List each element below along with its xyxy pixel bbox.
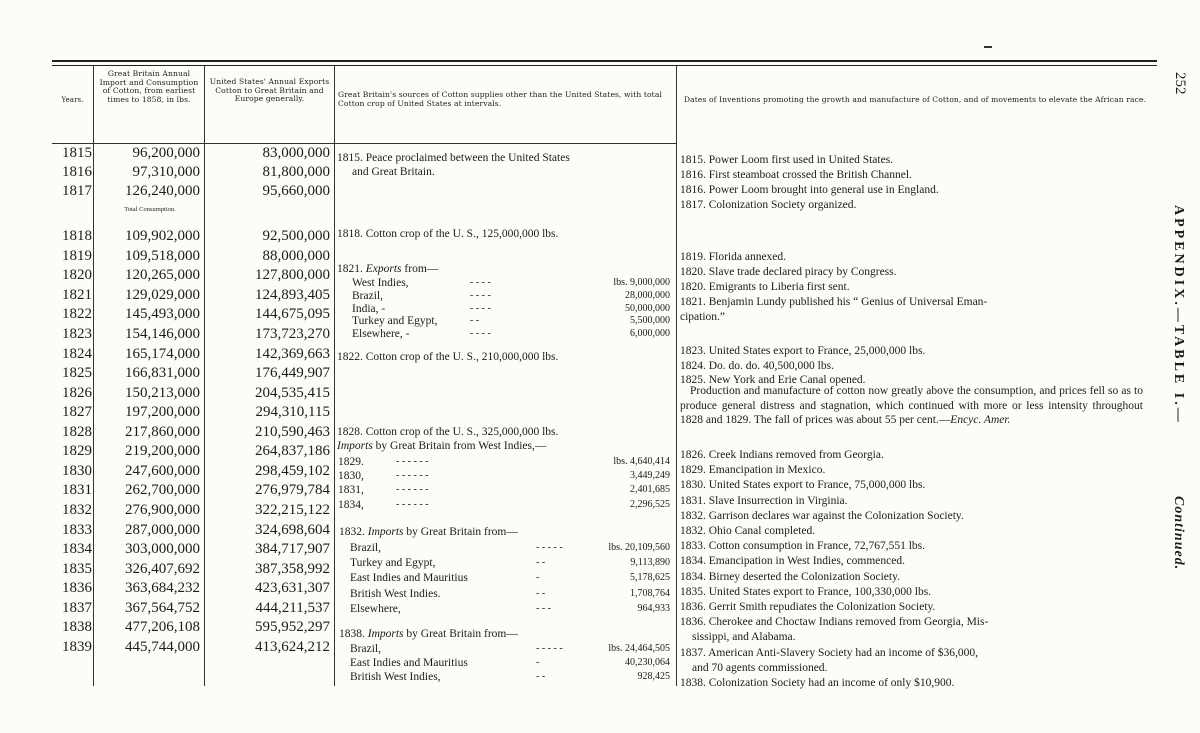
row-year: 1826 [62, 385, 92, 401]
inventions-line: 1837. American Anti-Slavery Society had an income of $36,000, [680, 646, 978, 659]
header-sources: Great Britain's sources of Cotton supplies other than the United States, with total Cotton crop of United States at intervals. [338, 90, 662, 108]
row-gb-consumption: 165,174,000 [125, 346, 200, 362]
sources-1838-item-value: 928,425 [637, 671, 670, 683]
sources-1838-item-dashes: - - - - - [536, 643, 563, 654]
inventions-paragraph-text: Production and manufacture of cotton now greatly above the consumption, and prices fell so as to produce general distress and stagnation, which continued with more or less intensity throughout 1828 and 1829. The fall of prices was about 55 per cent.— [680, 385, 1143, 427]
sources-1832-item-name: Elsewhere, [350, 602, 401, 615]
sources-1832-item-dashes: - - - - - [536, 542, 563, 553]
row-gb-consumption: 197,200,000 [125, 404, 200, 420]
header-years: Years. [61, 96, 84, 104]
sources-1828-imports-rest: by Great Britain from West Indies,— [375, 440, 547, 452]
row-year: 1828 [62, 424, 92, 440]
row-gb-consumption: 96,200,000 [132, 145, 200, 161]
sources-1832-item-name: British West Indies. [350, 587, 441, 600]
sources-1821-item-value: 5,500,000 [630, 315, 670, 327]
inventions-line: 1838. Colonization Society had an income of only $10,900. [680, 677, 955, 689]
sources-1828-item-value: lbs. 4,640,414 [613, 456, 670, 467]
row-gb-consumption: 363,684,232 [125, 580, 200, 596]
row-gb-consumption: 219,200,000 [125, 443, 200, 459]
inventions-line: 1836. Cherokee and Choctaw Indians removed from Georgia, Mis- [680, 616, 989, 629]
top-rule-thick [52, 60, 1157, 62]
sources-1838-item-value: 40,230,064 [625, 657, 670, 669]
sources-1832-item-value: 964,933 [637, 602, 670, 614]
row-us-exports: 444,211,537 [255, 600, 330, 616]
row-gb-consumption: 126,240,000 [125, 183, 200, 199]
page-number: 252 [1172, 72, 1188, 95]
sources-1828-item-dashes: - - - - - - [396, 456, 429, 467]
sources-1821-exports: Exports [365, 263, 402, 275]
sources-1838-item-value: lbs. 24,464,505 [608, 643, 670, 654]
row-year: 1819 [62, 248, 92, 264]
sources-1822: 1822. Cotton crop of the U. S., 210,000,000 lbs. [337, 351, 559, 363]
inventions-line: 1834. Birney deserted the Colonization Society. [680, 570, 900, 583]
row-gb-consumption: 129,029,000 [125, 287, 200, 303]
sources-1832-rest: by Great Britain from— [406, 526, 518, 538]
sources-1832-item-dashes: - [536, 572, 540, 584]
inventions-line: 1825. New York and Erie Canal opened. [680, 374, 866, 386]
sources-1821-item-name: Brazil, [352, 289, 383, 302]
row-gb-consumption: 145,493,000 [125, 306, 200, 322]
row-gb-consumption: 262,700,000 [125, 482, 200, 498]
row-us-exports: 294,310,115 [255, 404, 330, 420]
header-inventions: Dates of Inventions promoting the growth and manufacture of Cotton, and of movements to elevate the African race. [683, 95, 1147, 104]
sources-1828-item-value: 3,449,249 [630, 470, 670, 482]
sources-1832-item-dashes: - - [536, 587, 546, 599]
row-us-exports: 264,837,186 [255, 443, 330, 459]
row-gb-consumption: 367,564,752 [125, 600, 200, 616]
row-year: 1832 [62, 502, 92, 518]
row-gb-consumption: 97,310,000 [132, 164, 200, 180]
sources-1828-item-dashes: - - - - - - [396, 484, 429, 496]
row-gb-consumption: 217,860,000 [125, 424, 200, 440]
sources-1838-heading [339, 627, 518, 641]
sources-1815-line2: and Great Britain. [352, 166, 435, 178]
sources-1828-item-dashes: - - - - - - [396, 498, 429, 510]
inventions-line: 1836. Gerrit Smith repudiates the Colonization Society. [680, 601, 936, 613]
row-gb-consumption: 477,206,108 [125, 619, 200, 635]
row-gb-consumption: 326,407,692 [125, 561, 200, 577]
sources-1828: 1828. Cotton crop of the U. S., 325,000,000 lbs. [337, 426, 559, 438]
row-year: 1818 [62, 228, 92, 244]
row-year: 1824 [62, 346, 92, 362]
row-gb-consumption: 247,600,000 [125, 463, 200, 479]
sources-1821-from: from— [404, 263, 439, 275]
column-divider-4 [676, 66, 677, 686]
row-gb-consumption: 445,744,000 [125, 639, 200, 655]
header-us: United States' Annual Exports Cotton to Great Britain and Europe generally. [209, 77, 330, 104]
row-us-exports: 92,500,000 [262, 228, 330, 244]
row-gb-consumption: 166,831,000 [125, 365, 200, 381]
total-consumption-label: Total Consumption. [124, 206, 176, 213]
inventions-paragraph [680, 384, 1143, 428]
row-year: 1835 [62, 561, 92, 577]
sources-1828-item-name: 1829. [338, 456, 364, 468]
sources-1832-item-value: 1,708,764 [630, 587, 670, 599]
row-us-exports: 298,459,102 [255, 463, 330, 479]
sources-1838-imports: Imports [367, 628, 404, 640]
sources-1821-item-dashes: - - - - [470, 277, 491, 288]
row-year: 1829 [62, 443, 92, 459]
sources-1828-item-name: 1831, [338, 484, 364, 497]
sources-1832-item-name: Brazil, [350, 542, 381, 554]
sources-1832-item-name: East Indies and Mauritius [350, 572, 468, 585]
column-divider-1 [93, 66, 94, 686]
row-us-exports: 88,000,000 [262, 248, 330, 264]
sources-1821-year: 1821. [337, 263, 363, 275]
inventions-line: 1834. Emancipation in West Indies, commenced. [680, 555, 905, 568]
sources-1838-item-dashes: - - [536, 671, 546, 683]
sources-1838-item-name: East Indies and Mauritius [350, 657, 468, 670]
header-rule-sources [334, 143, 676, 144]
row-year: 1838 [62, 619, 92, 635]
row-us-exports: 423,631,307 [255, 580, 330, 596]
row-us-exports: 324,698,604 [255, 522, 330, 538]
sources-1821-item-value: 28,000,000 [625, 289, 670, 301]
inventions-line: 1820. Emigrants to Liberia first sent. [680, 281, 850, 293]
inventions-line: 1815. Power Loom first used in United States. [680, 154, 894, 166]
ink-mark [984, 46, 992, 48]
row-gb-consumption: 120,265,000 [125, 267, 200, 283]
inventions-line: 1833. Cotton consumption in France, 72,767,551 lbs. [680, 540, 926, 553]
row-year: 1815 [62, 145, 92, 161]
inventions-line: and 70 agents commissioned. [692, 661, 828, 674]
sources-1832-item-value: lbs. 20,109,560 [608, 542, 670, 553]
inventions-line: 1832. Garrison declares war against the Colonization Society. [680, 509, 964, 522]
sources-1832-item-dashes: - - - [536, 602, 551, 614]
header-gb: Great Britain Annual Import and Consumption of Cotton, from earliest times to 1858, in lbs. [99, 69, 199, 104]
sources-1821-item-dashes: - - - - [470, 302, 491, 314]
row-us-exports: 276,979,784 [255, 482, 330, 498]
row-year: 1831 [62, 482, 92, 498]
row-us-exports: 83,000,000 [262, 145, 330, 161]
inventions-line: 1830. United States export to France, 75,000,000 lbs. [680, 479, 926, 492]
inventions-line: 1831. Slave Insurrection in Virginia. [680, 494, 848, 507]
sources-1821-item-name: Elsewhere, - [352, 328, 410, 341]
row-us-exports: 176,449,907 [255, 365, 330, 381]
sources-1818: 1818. Cotton crop of the U. S., 125,000,000 lbs. [337, 228, 559, 240]
row-gb-consumption: 303,000,000 [125, 541, 200, 557]
row-us-exports: 144,675,095 [255, 306, 330, 322]
sources-1832-item-value: 9,113,890 [630, 557, 670, 569]
row-year: 1816 [62, 164, 92, 180]
sources-1838-item-name: Brazil, [350, 643, 381, 655]
sources-1832-imports: Imports [367, 526, 404, 538]
inventions-line: 1820. Slave trade declared piracy by Congress. [680, 266, 897, 278]
row-year: 1822 [62, 306, 92, 322]
row-us-exports: 387,358,992 [255, 561, 330, 577]
side-title: APPENDIX.—TABLE I.— [1171, 205, 1186, 425]
inventions-line: sissippi, and Alabama. [692, 631, 796, 644]
sources-1838-rest: by Great Britain from— [406, 628, 518, 640]
row-year: 1833 [62, 522, 92, 538]
sources-1821-item-name: India, - [352, 302, 386, 315]
inventions-line: 1835. United States export to France, 100,330,000 lbs. [680, 585, 932, 598]
inventions-line: 1826. Creek Indians removed from Georgia. [680, 449, 884, 461]
row-us-exports: 81,800,000 [262, 164, 330, 180]
row-gb-consumption: 154,146,000 [125, 326, 200, 342]
row-us-exports: 124,893,405 [255, 287, 330, 303]
inventions-line: 1816. Power Loom brought into general use in England. [680, 184, 939, 196]
inventions-line: 1816. First steamboat crossed the British Channel. [680, 169, 912, 181]
row-us-exports: 322,215,122 [255, 502, 330, 518]
sources-1838-year: 1838. [339, 628, 365, 640]
sources-1838-item-dashes: - [536, 657, 540, 669]
row-us-exports: 95,660,000 [262, 183, 330, 199]
sources-1832-item-dashes: - - [536, 557, 546, 569]
row-gb-consumption: 109,902,000 [125, 228, 200, 244]
inventions-line: 1819. Florida annexed. [680, 251, 787, 263]
column-divider-2 [204, 66, 205, 686]
row-year: 1823 [62, 326, 92, 342]
row-year: 1817 [62, 183, 92, 199]
row-gb-consumption: 150,213,000 [125, 385, 200, 401]
row-us-exports: 142,369,663 [255, 346, 330, 362]
row-year: 1820 [62, 267, 92, 283]
inventions-line: 1832. Ohio Canal completed. [680, 525, 816, 537]
sources-1821-heading [337, 262, 438, 276]
sources-1821-item-dashes: - - - - [470, 289, 491, 301]
row-us-exports: 210,590,463 [255, 424, 330, 440]
row-us-exports: 413,624,212 [255, 639, 330, 655]
column-divider-3 [334, 66, 335, 686]
sources-1815-line1: 1815. Peace proclaimed between the United States [337, 152, 570, 164]
inventions-line: cipation.” [680, 311, 726, 323]
sources-1821-item-dashes: - - - - [470, 328, 491, 340]
sources-1821-item-value: 50,000,000 [625, 302, 670, 314]
inventions-paragraph-cite: Encyc. Amer. [950, 414, 1011, 427]
inventions-line: 1821. Benjamin Lundy published his “ Genius of Universal Eman- [680, 296, 988, 308]
sources-1828-item-dashes: - - - - - - [396, 470, 429, 482]
sources-1828-item-value: 2,296,525 [630, 498, 670, 510]
row-year: 1830 [62, 463, 92, 479]
inventions-line: 1817. Colonization Society organized. [680, 199, 857, 211]
inventions-line: 1823. United States export to France, 25,000,000 lbs. [680, 345, 926, 357]
sources-1821-item-value: lbs. 9,000,000 [613, 277, 670, 288]
row-year: 1821 [62, 287, 92, 303]
row-us-exports: 204,535,415 [255, 385, 330, 401]
sources-1828-item-name: 1830, [338, 470, 364, 483]
row-us-exports: 173,723,270 [255, 326, 330, 342]
sources-1832-item-value: 5,178,625 [630, 572, 670, 584]
row-year: 1834 [62, 541, 92, 557]
side-title-continued: Continued. [1171, 496, 1186, 571]
row-year: 1836 [62, 580, 92, 596]
row-year: 1837 [62, 600, 92, 616]
sources-1828-item-value: 2,401,685 [630, 484, 670, 496]
sources-1821-item-name: Turkey and Egypt, [352, 315, 438, 328]
sources-1832-year: 1832. [339, 526, 365, 538]
top-rule-thin [52, 65, 1157, 66]
row-us-exports: 384,717,907 [255, 541, 330, 557]
row-gb-consumption: 287,000,000 [125, 522, 200, 538]
sources-1821-item-name: West Indies, [352, 277, 409, 289]
sources-1828-imports-word: Imports [337, 440, 373, 452]
sources-1821-item-value: 6,000,000 [630, 328, 670, 340]
sources-1832-item-name: Turkey and Egypt, [350, 557, 436, 570]
row-year: 1839 [62, 639, 92, 655]
sources-1832-heading [339, 525, 518, 539]
row-gb-consumption: 276,900,000 [125, 502, 200, 518]
sources-1821-item-dashes: - - [470, 315, 480, 327]
row-us-exports: 127,800,000 [255, 267, 330, 283]
sources-1838-item-name: British West Indies, [350, 671, 441, 684]
row-year: 1825 [62, 365, 92, 381]
inventions-line: 1824. Do. do. do. 40,500,000 lbs. [680, 360, 834, 372]
sources-1828-imports [337, 439, 546, 453]
inventions-line: 1829. Emancipation in Mexico. [680, 464, 826, 477]
row-year: 1827 [62, 404, 92, 420]
sources-1828-item-name: 1834, [338, 498, 364, 511]
row-us-exports: 595,952,297 [255, 619, 330, 635]
row-gb-consumption: 109,518,000 [125, 248, 200, 264]
